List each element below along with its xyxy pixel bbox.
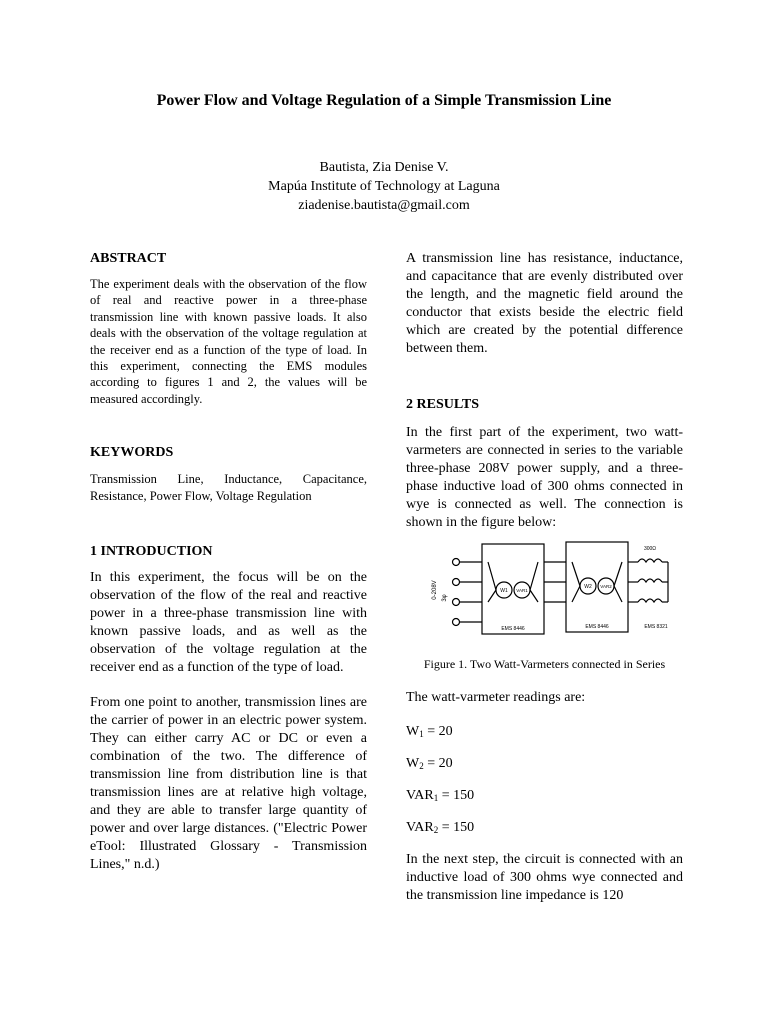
author-affiliation: Mapúa Institute of Technology at Laguna <box>268 179 500 194</box>
results-heading: 2 RESULTS <box>406 397 480 412</box>
reading-var1 <box>406 787 683 805</box>
reading-w2-label: W <box>406 756 420 771</box>
figure-1-diagram <box>406 540 683 645</box>
module-2-box <box>566 542 628 632</box>
source-terminal-2 <box>453 579 460 586</box>
reading-var2 <box>406 819 683 837</box>
readings-intro: The watt-varmeter readings are: <box>406 690 586 705</box>
load-label: 300Ω <box>643 546 657 552</box>
author-block <box>0 158 768 215</box>
reading-var1-label: VAR <box>406 788 434 803</box>
reading-w1-label: W <box>406 724 420 739</box>
meter-1-var-label: VAR1 <box>516 588 528 593</box>
abstract-heading: ABSTRACT <box>90 251 167 266</box>
introduction-paragraph-2: From one point to another, transmission lines are the carrier of power in an electric power system. They can either carry AC or DC or even a combination of the two. The difference of transmission line from distribution line is that transmission lines are at relative high voltage, and they are able to transfer large quantity of power and over large distances. ("Electric Power eTool: Illustrated Glossary - Transmission Lines," n.d.) <box>90 695 367 873</box>
reading-var2-sub: 2 <box>433 825 439 835</box>
reading-w2-value: = 20 <box>423 756 453 771</box>
transmission-line-paragraph: A transmission line has resistance, inductance, and capacitance that are evenly distributed over the length, and the magnetic field around the conductor that exists beside the electric field which are created by the potential difference between them. <box>406 251 683 356</box>
source-terminal-3 <box>453 599 460 606</box>
meter-1-w-label: W1 <box>500 588 508 594</box>
circuit-diagram <box>406 540 683 645</box>
left-column <box>90 250 367 874</box>
reading-var1-value: = 150 <box>438 788 475 803</box>
paper-title: Power Flow and Voltage Regulation of a Simple Transmission Line <box>156 92 612 109</box>
reading-w1-value: = 20 <box>423 724 453 739</box>
source-terminal-1 <box>453 559 460 566</box>
source-label: 0-208V <box>432 580 438 600</box>
phase-label: 3φ <box>442 594 448 602</box>
keywords-text: Transmission Line, Inductance, Capacitance, Resistance, Power Flow, Voltage Regulation <box>90 472 367 503</box>
reading-var2-label: VAR <box>406 820 434 835</box>
meter-2-w-label: W2 <box>584 584 592 590</box>
meter-2-var-label: VAR2 <box>600 584 612 589</box>
reading-var1-sub: 1 <box>433 793 439 803</box>
reading-w2-sub: 2 <box>419 761 424 771</box>
reading-w1 <box>406 723 683 741</box>
module-1-box <box>482 544 544 634</box>
figure-1-caption: Figure 1. Two Watt-Varmeters connected in Series <box>423 657 666 671</box>
abstract-text: The experiment deals with the observation of the flow of real and reactive power in a three-phase transmission line with known passive loads. It also deals with the observation of the voltage regulation at the receiver end as a function of the type of load. In this experiment, connecting the EMS modules according to figures 1 and 2, the values will be measured accordingly. <box>90 277 367 406</box>
source-terminal-n <box>453 619 460 626</box>
right-column <box>406 250 683 905</box>
author-name: Bautista, Zia Denise V. <box>319 160 449 175</box>
reading-w1-sub: 1 <box>419 729 424 739</box>
results-paragraph-1: In the first part of the experiment, two watt-varmeters are connected in series to the variable three-phase 208V power supply, and a three-phase inductive load of 300 ohms connected in wye is connected as well. The connection is shown in the figure below: <box>406 425 683 530</box>
module-1-label: EMS 8446 <box>501 626 525 632</box>
results-paragraph-2: In the next step, the circuit is connected with an inductive load of 300 ohms wye connected and the transmission line impedance is 120 <box>406 852 683 903</box>
keywords-heading: KEYWORDS <box>90 445 174 461</box>
author-email: ziadenise.bautista@gmail.com <box>298 198 470 213</box>
module-2-label: EMS 8446 <box>585 624 609 630</box>
module-3-label: EMS 8321 <box>644 624 668 630</box>
reading-var2-value: = 150 <box>438 820 475 835</box>
introduction-heading: 1 INTRODUCTION <box>90 544 213 560</box>
introduction-paragraph-1: In this experiment, the focus will be on the observation of the flow of the real and reactive power in a three-phase transmission line with known passive loads, and as well as the observation of the voltage regulation at the receiver end as a function of the type of load. <box>90 570 367 676</box>
reading-w2 <box>406 755 683 773</box>
